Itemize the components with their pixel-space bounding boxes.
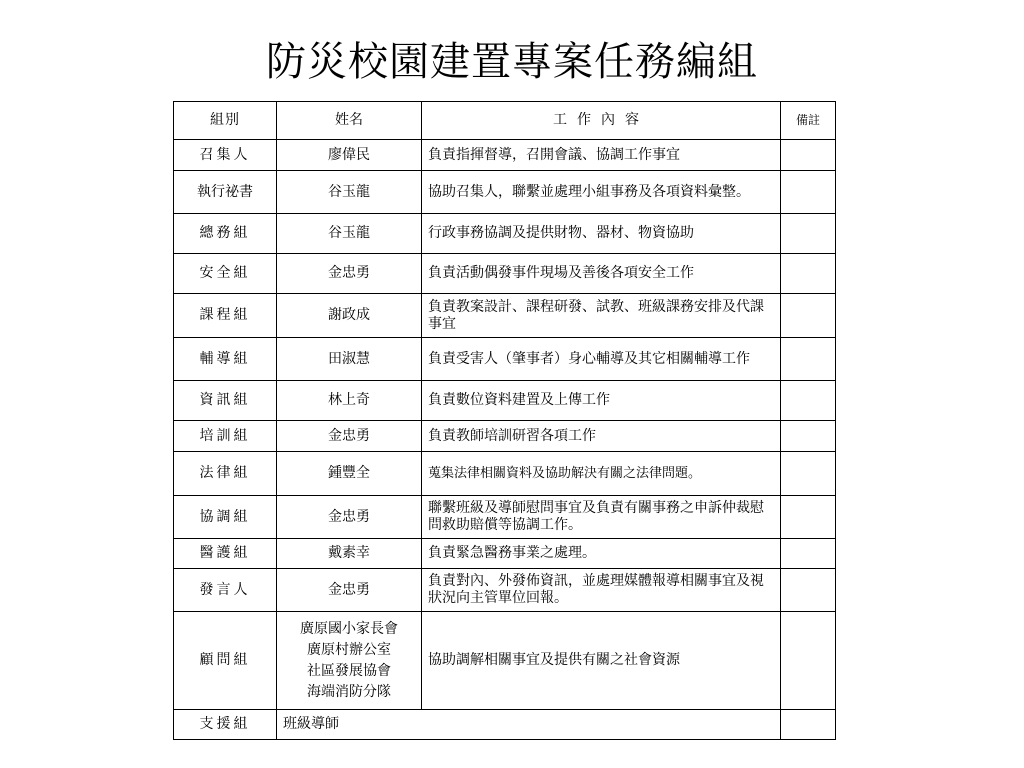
row-group: 資訊組 <box>174 381 277 421</box>
row-note <box>781 214 836 254</box>
row-task: 聯繫班級及導師慰問事宜及負責有關事務之申訴仲裁慰問救助賠償等協調工作。 <box>422 496 781 539</box>
row-name: 金忠勇 <box>277 496 422 539</box>
row-note <box>781 381 836 421</box>
row-note <box>781 171 836 214</box>
table-row <box>174 294 836 338</box>
advisor-task: 協助調解相關事宜及提供有關之社會資源 <box>422 612 781 710</box>
row-name: 戴素幸 <box>277 539 422 569</box>
row-group: 執行祕書 <box>174 171 277 214</box>
row-name: 林上奇 <box>277 381 422 421</box>
row-note <box>781 569 836 612</box>
row-name: 谷玉龍 <box>277 171 422 214</box>
advisor-row <box>174 612 836 710</box>
row-task: 負責活動偶發事件現場及善後各項安全工作 <box>422 254 781 294</box>
row-group: 課程組 <box>174 294 277 338</box>
row-note <box>781 452 836 496</box>
row-task: 負責指揮督導，召開會議、協調工作事宜 <box>422 140 781 171</box>
row-group: 輔導組 <box>174 338 277 381</box>
row-task: 行政事務協調及提供財物、器材、物資協助 <box>422 214 781 254</box>
row-name: 鍾豐全 <box>277 452 422 496</box>
row-name: 田淑慧 <box>277 338 422 381</box>
row-group: 安全組 <box>174 254 277 294</box>
advisor-name: 社區發展協會 <box>307 662 391 679</box>
support-row <box>174 710 836 740</box>
row-task: 負責教師培訓研習各項工作 <box>422 421 781 452</box>
row-task: 協助召集人，聯繫並處理小組事務及各項資料彙整。 <box>422 171 781 214</box>
advisor-name: 廣原村辦公室 <box>307 641 391 658</box>
row-note <box>781 254 836 294</box>
row-group: 醫護組 <box>174 539 277 569</box>
row-note <box>781 710 836 740</box>
row-name: 金忠勇 <box>277 421 422 452</box>
row-task: 負責對內、外發佈資訊，並處理媒體報導相關事宜及視狀況向主管單位回報。 <box>422 569 781 612</box>
row-note <box>781 140 836 171</box>
page-title: 防災校園建置專案任務編組 <box>266 39 758 85</box>
support-name: 班級導師 <box>277 710 781 740</box>
row-note <box>781 496 836 539</box>
row-task: 負責教案設計、課程研發、試教、班級課務安排及代課事宜 <box>422 294 781 338</box>
table-row <box>174 140 836 171</box>
advisor-name: 海端消防分隊 <box>307 683 391 700</box>
advisor-names <box>277 612 422 710</box>
row-name: 金忠勇 <box>277 254 422 294</box>
table-row <box>174 569 836 612</box>
row-note <box>781 338 836 381</box>
header-name: 姓名 <box>277 102 422 140</box>
row-name: 谷玉龍 <box>277 214 422 254</box>
row-group: 法律組 <box>174 452 277 496</box>
table-row <box>174 452 836 496</box>
advisor-group: 顧問組 <box>174 612 277 710</box>
row-task: 蒐集法律相關資料及協助解決有關之法律問題。 <box>422 452 781 496</box>
row-note <box>781 421 836 452</box>
table-row <box>174 539 836 569</box>
table-header-row <box>174 102 836 140</box>
row-group: 培訓組 <box>174 421 277 452</box>
table-row <box>174 171 836 214</box>
header-task: 工作內容 <box>422 102 781 140</box>
row-group: 發言人 <box>174 569 277 612</box>
row-name: 廖偉民 <box>277 140 422 171</box>
advisor-name: 廣原國小家長會 <box>300 620 398 637</box>
table-row <box>174 214 836 254</box>
header-note: 備註 <box>781 102 836 140</box>
row-task: 負責受害人（肇事者）身心輔導及其它相關輔導工作 <box>422 338 781 381</box>
table-row <box>174 338 836 381</box>
row-name: 金忠勇 <box>277 569 422 612</box>
table-row <box>174 381 836 421</box>
row-note <box>781 294 836 338</box>
row-name: 謝政成 <box>277 294 422 338</box>
support-group: 支援組 <box>174 710 277 740</box>
row-task: 負責數位資料建置及上傳工作 <box>422 381 781 421</box>
table-row <box>174 254 836 294</box>
table-row <box>174 421 836 452</box>
task-group-table <box>173 101 836 740</box>
row-note <box>781 539 836 569</box>
row-group: 協調組 <box>174 496 277 539</box>
header-group: 組別 <box>174 102 277 140</box>
row-task: 負責緊急醫務事業之處理。 <box>422 539 781 569</box>
row-note <box>781 612 836 710</box>
row-group: 召集人 <box>174 140 277 171</box>
table-row <box>174 496 836 539</box>
row-group: 總務組 <box>174 214 277 254</box>
